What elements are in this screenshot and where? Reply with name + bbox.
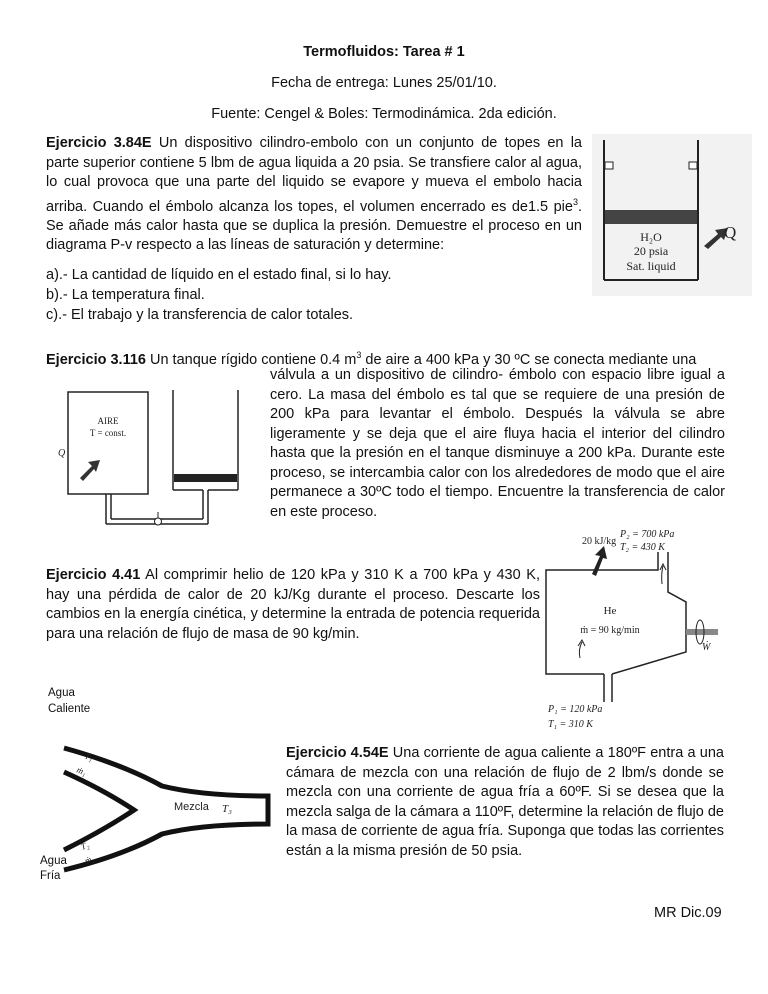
exercise-4-54e: Ejercicio 4.54E Una corriente de agua caliente a 180ºF entra a una cámara de mezcla con una relación de flujo de 2 lbm/s donde se mezcla con una corriente de agua fría a 60ºF. Si se desea que la mezcla salga de la cámara a 110ºF, determine la relación de flujo de la masa de corriente de agua fría. Suponga que todas las corrientes están a la misma presión de 50 psia. [286, 745, 724, 859]
footer-note: MR Dic.09 [654, 905, 722, 921]
exercise-label: Ejercicio 3.84E [46, 135, 152, 151]
hot-mass-flow: ṁ₁ [75, 764, 88, 778]
mass-flow-label: ṁ = 90 kg/min [580, 625, 640, 636]
heat-out-arrow-icon [592, 546, 607, 576]
tank-cylinder-figure [48, 382, 266, 534]
exercise-label: Ejercicio 4.41 [46, 567, 141, 583]
tank-label: AIRE [97, 416, 119, 426]
work-label: Ẇ [702, 642, 711, 653]
outlet-temperature: T₂ = 430 K [620, 542, 665, 553]
inlet-pressure: P₁ = 120 kPa [548, 704, 603, 715]
list-item: a).- La cantidad de líquido en el estado final, si lo hay. [46, 267, 392, 283]
valve-icon [155, 518, 162, 525]
page-title: Termofluidos: Tarea # 1 [303, 44, 465, 60]
hot-water-label: Agua [48, 687, 75, 699]
outlet-pressure: P₂ = 700 kPa [620, 529, 675, 540]
cold-temperature: T₂ [79, 839, 91, 852]
inlet-temperature: T₁ = 310 K [548, 719, 593, 730]
mixing-chamber-figure [62, 728, 272, 888]
cold-water-label-2: Fría [40, 870, 61, 882]
tank-condition: T = const. [89, 428, 127, 438]
exercise-3-116-body: válvula a un dispositivo de cilindro- émbolo con espacio libre igual a cero. La masa del émbolo es tal que se requiere de una presión de 200 kPa para levantar el émbolo. Después la válvula se abre ligeramente y se deja que el aire fluya hacia el interior del cilindro hasta que la presión en el tanque disminuye a 200 kPa. Durante este proceso, se intercambia calor con los alrededores de modo que el aire permanece a 30ºC todo el tiempo. Encuentre la transferencia de calor en este proceso. [270, 367, 725, 520]
gas-label: He [603, 605, 617, 617]
pressure-label: 20 psia [633, 244, 669, 258]
fluid-label: H₂O [640, 230, 662, 244]
shaft-icon [686, 629, 718, 635]
heat-label: Q [58, 448, 66, 459]
cold-mass-flow: ṁ₂ [83, 853, 96, 866]
mix-temperature: T₃ [222, 803, 232, 815]
compressor-figure [540, 526, 730, 738]
list-item: c).- El trabajo y la transferencia de calor totales. [46, 307, 354, 323]
mix-label: Mezcla [174, 801, 209, 813]
state-label: Sat. liquid [626, 259, 676, 273]
heat-loss-label: 20 kJ/kg [582, 536, 617, 547]
cold-water-label: Agua [40, 855, 67, 867]
heat-label: Q [724, 223, 737, 242]
piston-cylinder-figure [592, 134, 752, 296]
exercise-4-41: Ejercicio 4.41 Al comprimir helio de 120 kPa y 310 K a 700 kPa y 430 K, hay una pérdida de calor de 20 kJ/Kg durante el proceso. Descarte los cambios en la energía cinética, y determine la entrada de potencia requerida para una relación de flujo de masa de 90 kg/min. [46, 567, 540, 642]
hot-water-label-2: Caliente [48, 703, 91, 715]
exercise-3-84e: Ejercicio 3.84E Un dispositivo cilindro-embolo con un conjunto de topes en la parte superior contiene 5 lbm de agua liquida a 20 psia. Se transfiere calor al agua, lo cual provoca que una parte del liquido se evapore y mueva el embolo hacia arriba. Cuando el émbolo alcanza los topes, el volumen encerrado es de1.5 pie$^3$. Se añade más calor hasta que se duplica la presión. Demuestre el proceso en un diagrama P-v respecto a las líneas de saturación y determine: [46, 135, 582, 254]
exercise-label: Ejercicio 4.54E [286, 745, 389, 761]
list-item: b).- La temperatura final. [46, 287, 205, 303]
source-line: Fuente: Cengel & Boles: Termodinámica. 2da edición. [211, 106, 557, 122]
exercise-3-116-intro: Ejercicio 3.116 Un tanque rígido contiene 0.4 $m^3$ de aire a 400 kPa y 30 ºC se conecta mediante una [46, 350, 697, 368]
due-date: Fecha de entrega: Lunes 25/01/10. [271, 75, 497, 91]
hot-temperature: T₁ [83, 750, 95, 763]
exercise-label: Ejercicio 3.116 [46, 351, 146, 368]
